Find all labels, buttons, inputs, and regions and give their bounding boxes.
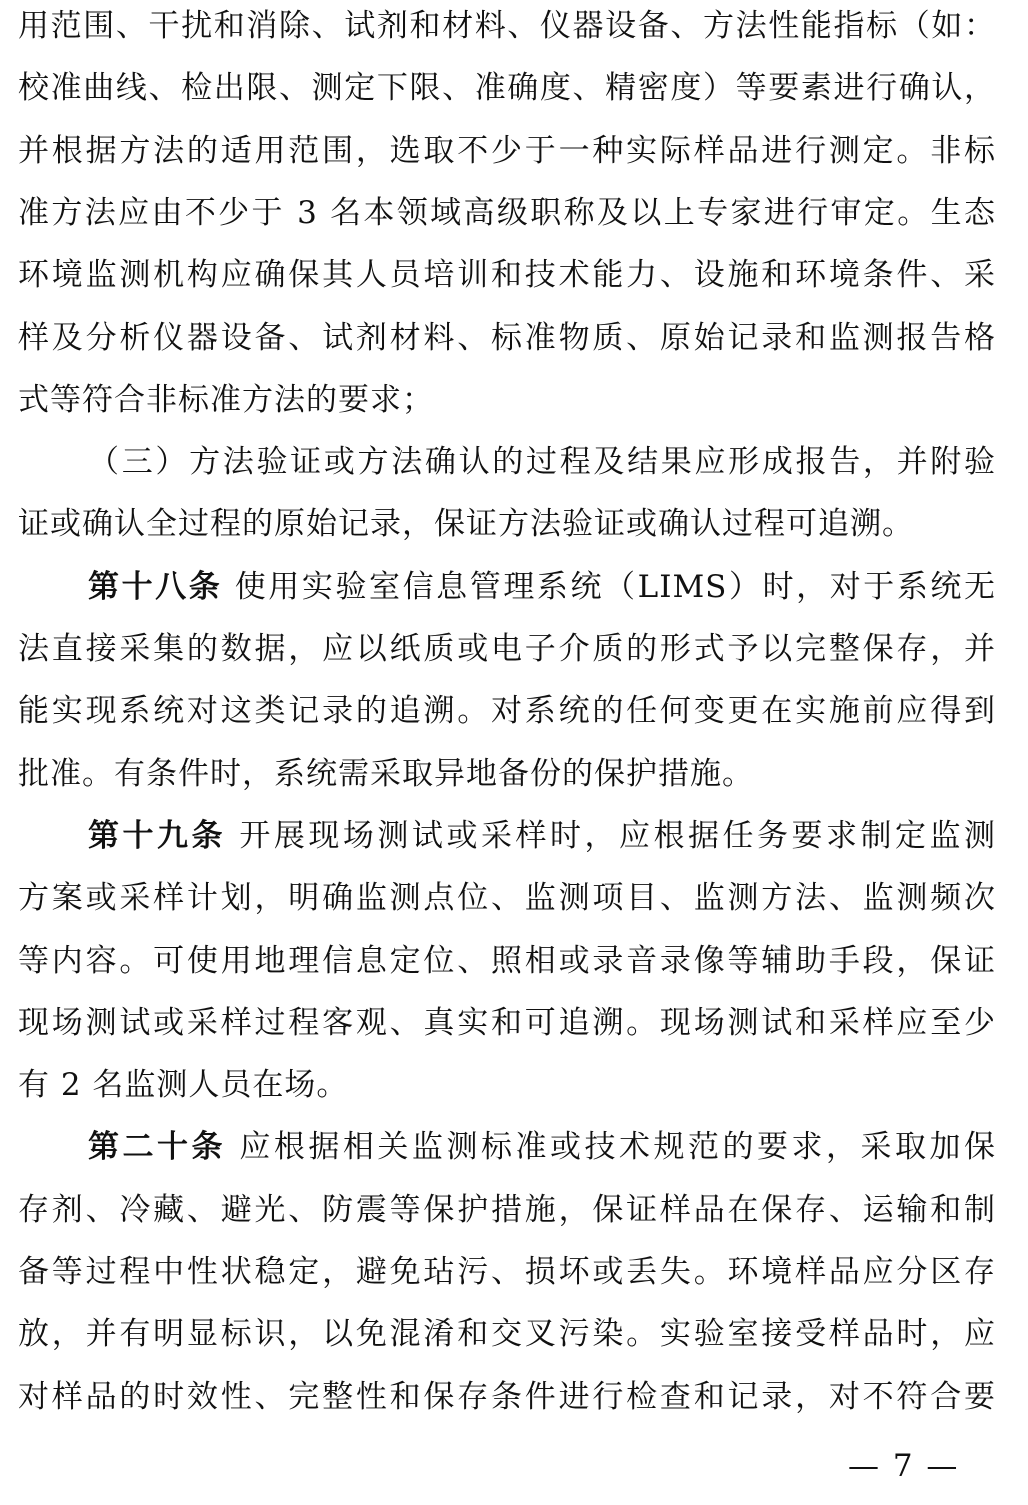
text-line: 准方法应由不少于 3 名本领域高级职称及以上专家进行审定。生态 xyxy=(18,194,996,231)
text-line: 校准曲线、检出限、测定下限、准确度、精密度）等要素进行确认， xyxy=(18,70,996,107)
text-line: 备等过程中性状稳定，避免玷污、损坏或丢失。环境样品应分区存 xyxy=(18,1254,996,1290)
text-line: 并根据方法的适用范围，选取不少于一种实际样品进行测定。非标 xyxy=(18,132,996,169)
text-line: 存剂、冷藏、避光、防震等保护措施，保证样品在保存、运输和制 xyxy=(18,1191,996,1228)
article-title: 第十八条 xyxy=(88,568,223,605)
text-line: 放，并有明显标识，以免混淆和交叉污染。实验室接受样品时，应 xyxy=(18,1316,996,1353)
text-span: 使用实验室信息管理系统（LIMS）时，对于系统无 xyxy=(234,568,997,605)
text-line: 样及分析仪器设备、试剂材料、标准物质、原始记录和监测报告格 xyxy=(18,319,996,356)
document-page xyxy=(18,0,996,1505)
text-line: 用范围、干扰和消除、试剂和材料、仪器设备、方法性能指标（如： xyxy=(18,8,996,44)
text-line: 环境监测机构应确保其人员培训和技术能力、设施和环境条件、采 xyxy=(18,257,996,294)
text-line: 法直接采集的数据，应以纸质或电子介质的形式予以完整保存，并 xyxy=(18,631,996,667)
text-line: 有 2 名监测人员在场。 xyxy=(18,1067,349,1104)
text-line: 现场测试或采样过程客观、真实和可追溯。现场测试和采样应至少 xyxy=(18,1004,996,1041)
text-span: 应根据相关监测标准或技术规范的要求，采取加保 xyxy=(239,1129,997,1166)
text-line: 能实现系统对这类记录的追溯。对系统的任何变更在实施前应得到 xyxy=(18,693,996,730)
text-line: 式等符合非标准方法的要求； xyxy=(18,381,434,418)
text-line: 批准。有条件时，系统需采取异地备份的保护措施。 xyxy=(18,755,754,792)
text-line: 对样品的时效性、完整性和保存条件进行检查和记录，对不符合要 xyxy=(18,1378,996,1415)
text-line: 方案或采样计划，明确监测点位、监测项目、监测方法、监测频次 xyxy=(18,880,996,917)
text-line: 等内容。可使用地理信息定位、照相或录音录像等辅助手段，保证 xyxy=(18,942,996,979)
article-title: 第二十条 xyxy=(88,1129,227,1166)
text-line: 证或确认全过程的原始记录，保证方法验证或确认过程可追溯。 xyxy=(18,506,914,543)
article-title: 第十九条 xyxy=(88,817,227,854)
article-18-first-line xyxy=(88,561,996,613)
text-span: 开展现场测试或采样时，应根据任务要求制定监测 xyxy=(239,817,997,854)
article-19-first-line xyxy=(88,810,996,862)
text-line: （三）方法验证或方法确认的过程及结果应形成报告，并附验 xyxy=(88,444,996,481)
page-number: — 7 — xyxy=(848,1448,960,1484)
article-20-first-line xyxy=(88,1121,996,1173)
